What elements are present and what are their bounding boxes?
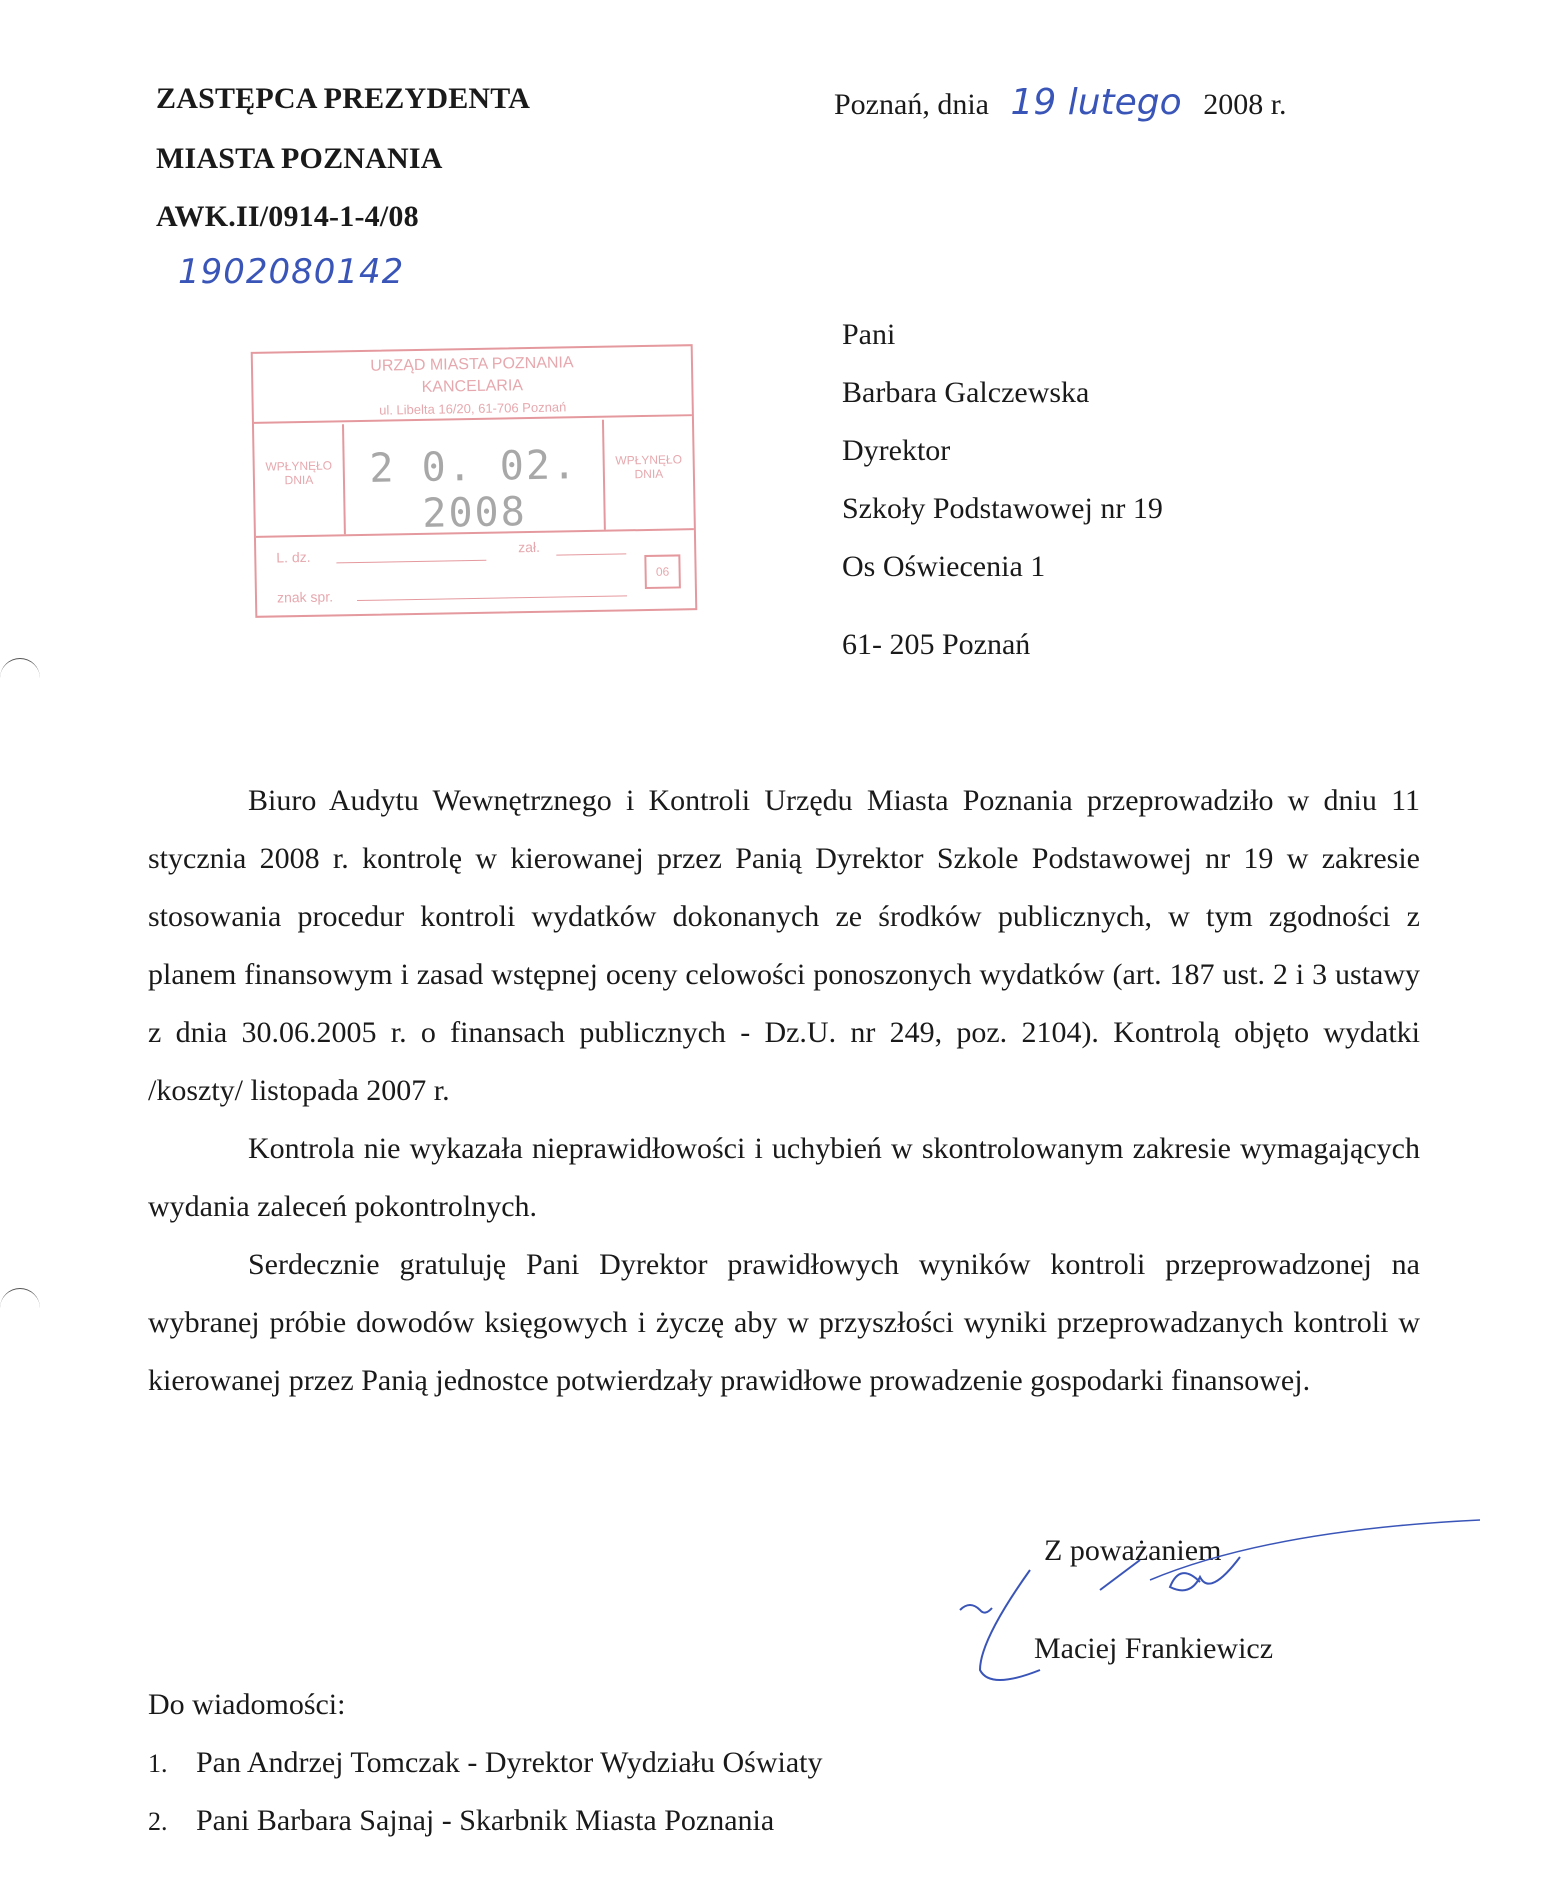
stamp-box: 06 (644, 554, 681, 589)
recipient-name: Barbara Galczewska (842, 376, 1090, 409)
stamp-header (253, 346, 692, 424)
date-suffix: 2008 r. (1203, 88, 1287, 121)
stamp-subtitle: KANCELARIA (421, 377, 524, 396)
closing-greeting: Z poważaniem (1044, 1534, 1222, 1567)
signature-scribble (950, 1500, 1490, 1700)
stamp-zal-label: zał. (518, 538, 541, 556)
stamp-left-label: WPŁYNĘŁO DNIA (254, 424, 346, 536)
cc-item-number: 1. (148, 1749, 168, 1778)
date-line (834, 82, 1287, 123)
signatory-name: Maciej Frankiewicz (1034, 1632, 1274, 1665)
body-paragraph-2: Kontrola nie wykazała nieprawidłowości i uchybień w skontrolowanym zakresie wymagających wydania zaleceń pokontrolnych. (148, 1132, 1420, 1223)
stamp-znak-label: znak spr. (276, 588, 334, 606)
stamp-zal-line (556, 553, 626, 555)
margin-mark-bottom (0, 1288, 40, 1309)
stamp-date: 2 0. 02. 2008 (369, 442, 579, 537)
handwritten-registry-number: 1902080142 (178, 252, 405, 292)
cc-item (148, 1804, 774, 1838)
stamp-znak-line (357, 595, 627, 601)
cc-item-text: Pan Andrzej Tomczak - Dyrektor Wydziału Oświaty (196, 1746, 823, 1779)
reference-number: AWK.II/0914-1-4/08 (156, 200, 419, 233)
recipient-school: Szkoły Podstawowej nr 19 (842, 492, 1163, 525)
handwritten-date: 19 lutego (1010, 82, 1182, 123)
recipient-title: Dyrektor (842, 434, 951, 467)
body-paragraph-1: Biuro Audytu Wewnętrznego i Kontroli Urzędu Miasta Poznania przeprowadziło w dniu 11 stycznia 2008 r. kontrolę w kierowanej przez Panią Dyrektor Szkole Podstawowej nr 19 w zakresie stosowania procedur kontroli wydatków dokonanych ze środków publicznych, w tym zgodności z planem finansowym i zasad wstępnej oceny celowości ponoszonych wydatków (art. 187 ust. 2 i 3 ustawy z dnia 30.06.2005 r. o finansach publicznych - Dz.U. nr 249, poz. 2104). Kontrolą objęto wydatki /koszty/ listopada 2007 r. (148, 784, 1420, 1107)
body-paragraph-3: Serdecznie gratuluję Pani Dyrektor prawidłowych wyników kontroli przeprowadzonej na wybranej próbie dowodów księgowych i życzę aby w przyszłości wyniki przeprowadzanych kontroli w kierowanej przez Panią jednostce potwierdzały prawidłowe prowadzenie gospodarki finansowej. (148, 1248, 1420, 1397)
issuer-line-1: ZASTĘPCA PREZYDENTA (156, 82, 531, 115)
cc-item-number: 2. (148, 1807, 168, 1836)
chancellery-stamp (251, 344, 698, 618)
stamp-address: ul. Libelta 16/20, 61-706 Poznań (379, 399, 567, 418)
cc-label: Do wiadomości: (148, 1688, 346, 1721)
cc-item-text: Pani Barbara Sajnaj - Skarbnik Miasta Poznania (196, 1804, 775, 1837)
stamp-ldz-label: L. dz. (276, 548, 311, 566)
stamp-right-label: WPŁYNĘŁO DNIA (602, 418, 694, 530)
stamp-ldz-line (336, 560, 486, 564)
issuer-line-2: MIASTA POZNANIA (156, 142, 443, 175)
date-prefix: Poznań, dnia (834, 88, 989, 121)
stamp-title: URZĄD MIASTA POZNANIA (370, 354, 574, 375)
recipient-street: Os Oświecenia 1 (842, 550, 1046, 583)
recipient-salutation: Pani (842, 318, 896, 351)
margin-mark-top (0, 658, 40, 679)
recipient-postal: 61- 205 Poznań (842, 628, 1031, 661)
stamp-date-row (254, 418, 694, 538)
cc-item (148, 1746, 822, 1780)
